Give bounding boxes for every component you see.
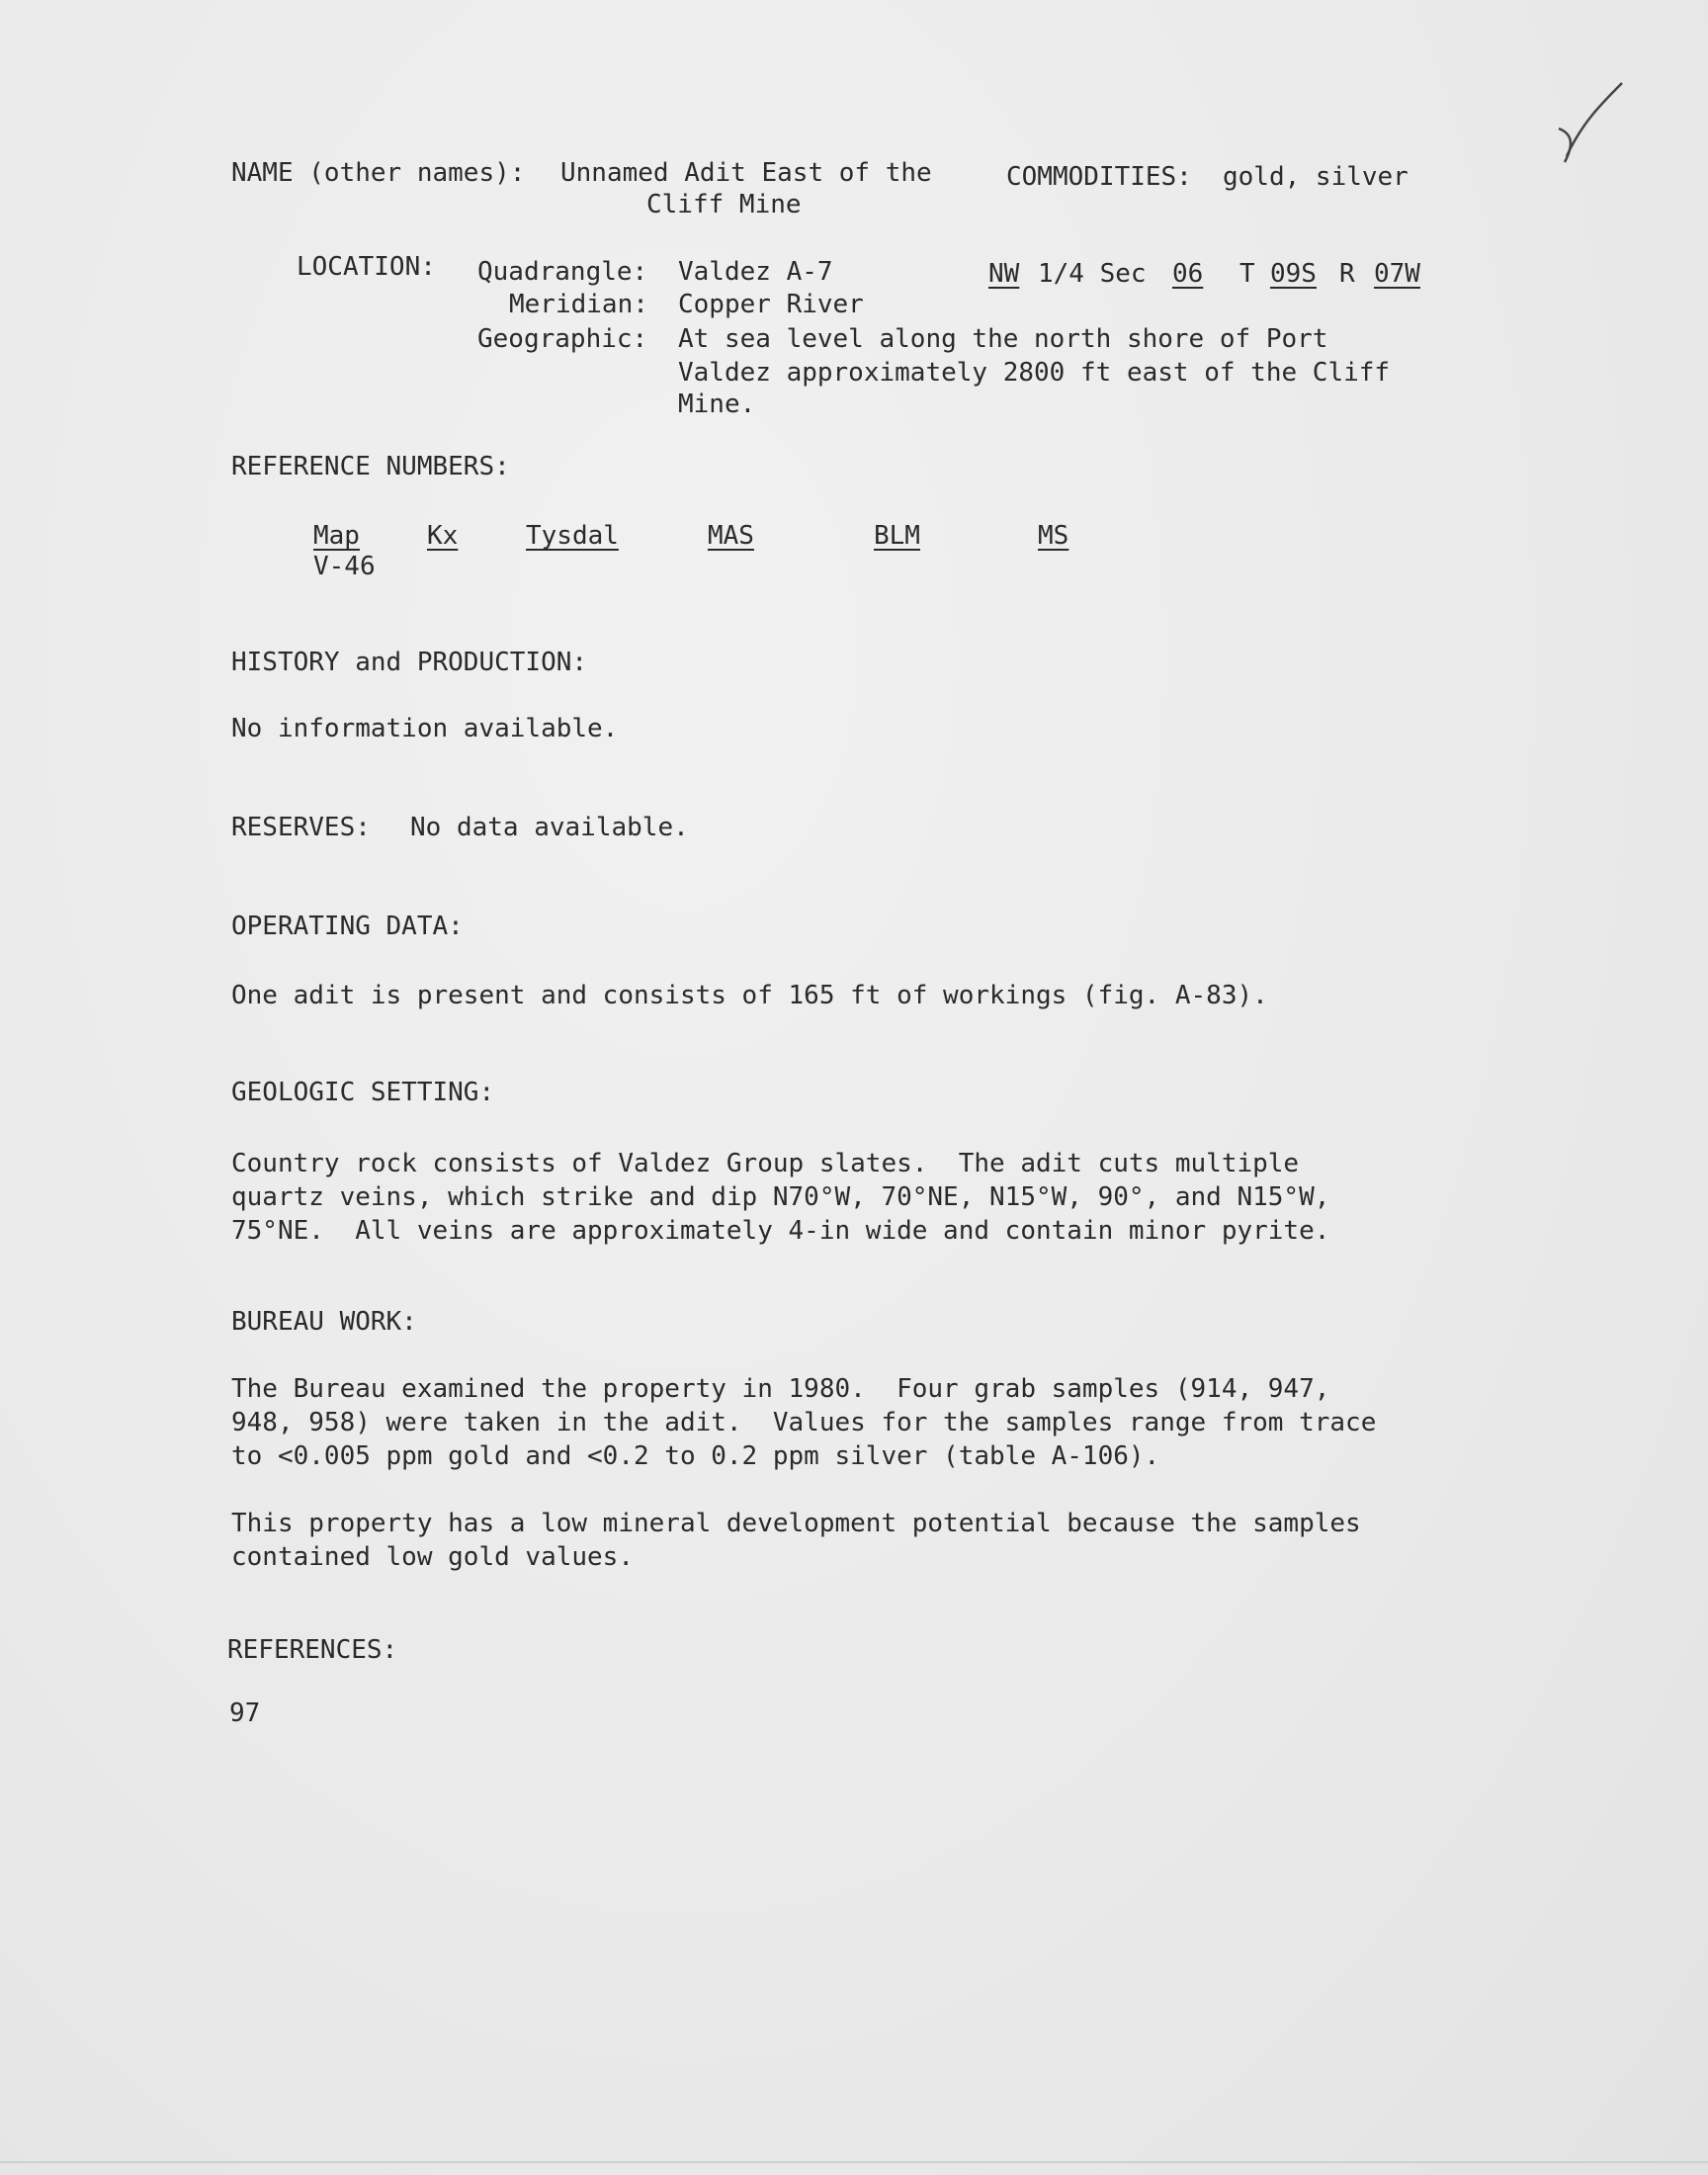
- range-value: 07W: [1374, 259, 1420, 289]
- township-label: T: [1239, 259, 1255, 289]
- operating-text: One adit is present and consists of 165 ft of workings (fig. A-83).: [231, 981, 1268, 1010]
- ref-map-value: V-46: [313, 552, 376, 581]
- ref-mas-label: MAS: [708, 521, 754, 551]
- bureau-p1-line-1: The Bureau examined the property in 1980. Four grab samples (914, 947,: [231, 1374, 1330, 1404]
- ref-kx-label: Kx: [427, 521, 459, 551]
- ref-tysdal-label: Tysdal: [526, 521, 619, 551]
- quadrangle-value: Valdez A-7: [678, 257, 833, 287]
- bureau-paragraph-2: [231, 1507, 1516, 1574]
- geographic-line-1: At sea level along the north shore of Port: [678, 324, 1328, 354]
- reference-numbers-heading: REFERENCE NUMBERS:: [231, 452, 510, 481]
- handwritten-check-mark: [1547, 79, 1626, 168]
- history-heading: HISTORY and PRODUCTION:: [231, 648, 588, 677]
- geographic-line-3: Mine.: [678, 390, 756, 419]
- name-label: NAME (other names):: [231, 158, 526, 188]
- geographic-label: Geographic:: [477, 324, 648, 354]
- geologic-line-3: 75°NE. All veins are approximately 4-in wide and contain minor pyrite.: [231, 1216, 1330, 1246]
- bureau-heading: BUREAU WORK:: [231, 1307, 417, 1337]
- reserves-heading: RESERVES:: [231, 813, 371, 842]
- references-heading: REFERENCES:: [227, 1635, 398, 1665]
- name-value-line1: Unnamed Adit East of the: [560, 158, 932, 188]
- meridian-value: Copper River: [678, 290, 864, 319]
- page-bottom-edge: [0, 2161, 1708, 2163]
- section-value: 06: [1172, 259, 1204, 289]
- geologic-heading: GEOLOGIC SETTING:: [231, 1078, 495, 1107]
- commodities-label: COMMODITIES:: [1006, 162, 1192, 192]
- geologic-line-1: Country rock consists of Valdez Group slates. The adit cuts multiple: [231, 1149, 1300, 1178]
- bureau-p1-line-2: 948, 958) were taken in the adit. Values for the samples range from trace: [231, 1408, 1377, 1437]
- operating-heading: OPERATING DATA:: [231, 912, 464, 941]
- range-label: R: [1339, 259, 1355, 289]
- references-value: 97: [229, 1698, 261, 1728]
- bureau-p1-line-3: to <0.005 ppm gold and <0.2 to 0.2 ppm silver (table A-106).: [231, 1441, 1160, 1471]
- geologic-line-2: quartz veins, which strike and dip N70°W, 70°NE, N15°W, 90°, and N15°W,: [231, 1182, 1330, 1212]
- bureau-paragraph-1: [231, 1372, 1516, 1473]
- bureau-p2-line-1: This property has a low mineral development potential because the samples: [231, 1509, 1361, 1538]
- geologic-paragraph: [231, 1147, 1516, 1248]
- reserves-text: No data available.: [410, 813, 689, 842]
- location-label: LOCATION:: [297, 252, 436, 282]
- name-value-line2: Cliff Mine: [646, 190, 802, 219]
- commodities-value: gold, silver: [1223, 162, 1409, 192]
- geographic-line-2: Valdez approximately 2800 ft east of the Cliff: [678, 358, 1391, 388]
- quarter-value: NW: [988, 259, 1020, 289]
- township-value: 09S: [1270, 259, 1317, 289]
- meridian-label: Meridian:: [509, 290, 648, 319]
- quadrangle-label: Quadrangle:: [477, 257, 648, 287]
- history-text: No information available.: [231, 714, 619, 743]
- ref-map-label: Map: [313, 521, 360, 551]
- quarter-suffix: 1/4 Sec: [1038, 259, 1147, 289]
- bureau-p2-line-2: contained low gold values.: [231, 1542, 634, 1572]
- ref-blm-label: BLM: [874, 521, 920, 551]
- ref-ms-label: MS: [1038, 521, 1069, 551]
